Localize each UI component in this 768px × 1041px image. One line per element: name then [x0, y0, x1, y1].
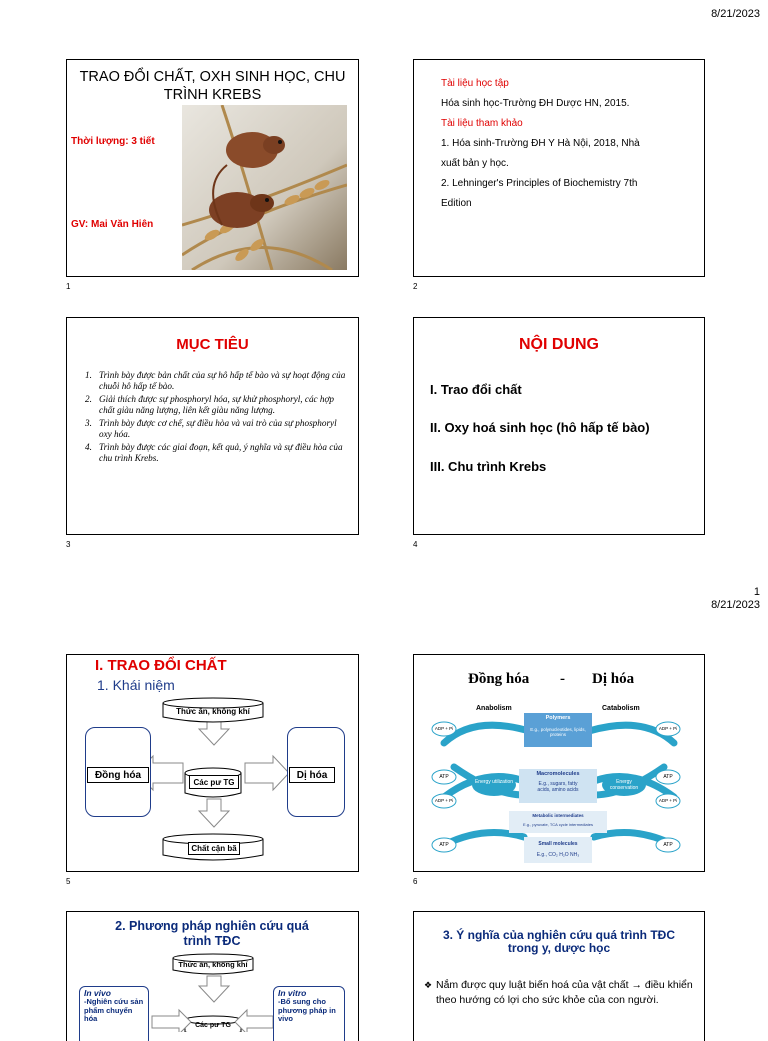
waste-label: Chất cận bã — [188, 842, 240, 855]
adp-pi-label: ADP + Pi — [434, 798, 454, 803]
objective-item: 2. Giải thích được sự phosphoryl hóa, sự khử phosphoryl, các hợp chất giàu năng lượng, liên kết giàu năng lượng. — [85, 394, 335, 415]
atp-label: ATP — [439, 842, 449, 848]
slide-4-title: NỘI DUNG — [519, 336, 599, 353]
slide-1-duration: Thời lượng: 3 tiết — [71, 136, 155, 147]
anabolism-catabolism-diagram — [414, 655, 704, 871]
atp-label: ATP — [439, 774, 449, 780]
small-molecules-example: E.g., CO₂ H₂O NH₃ — [536, 852, 580, 858]
adp-pi-label: ADP + Pi — [434, 726, 454, 731]
metabolic-intermediates-label: Metabolic intermediates — [532, 813, 584, 818]
anabolism-label: Đồng hóa — [87, 767, 149, 783]
slide-8-bullet-text: Nắm được quy luật biến hoá của vật chất → điều khiển theo hướng có lợi cho sức khỏe của con người. — [436, 979, 693, 1006]
slide-6-title-right: Dị hóa — [592, 671, 635, 687]
slide-6 — [413, 654, 705, 872]
atp-label: ATP — [663, 842, 673, 848]
slide-6-title-dash: - — [560, 671, 565, 687]
small-molecules-label: Small molecules — [538, 841, 578, 847]
mice-on-wheat-photo — [182, 105, 347, 270]
slide-8-bullet — [424, 978, 696, 1008]
slide-3-number: 3 — [66, 540, 71, 549]
date-mid: 8/21/2023 — [711, 599, 760, 611]
energy-utilization-label: Energy utilization — [474, 779, 514, 785]
polymers-example: E.g., polynucleotides, lipids, proteins — [530, 727, 586, 737]
macromolecules-label: Macromolecules — [536, 771, 580, 777]
slide-2-number: 2 — [413, 282, 418, 291]
reactions-label: Các pư TG — [195, 1021, 231, 1029]
slide-4-number: 4 — [413, 540, 418, 549]
slide-7-title: 2. Phương pháp nghiên cứu quá trình TĐC — [115, 919, 309, 948]
ref-line: Tài liệu tham khảo — [441, 118, 523, 129]
ref-line: Tài liệu học tập — [441, 78, 509, 89]
slide-6-number: 6 — [413, 877, 418, 886]
references-list — [441, 74, 701, 214]
metabolic-intermediates-example: E.g., pyruvate, TCA cycle intermediates — [523, 822, 593, 827]
macromolecules-example: E.g., sugars, fatty acids, amino acids — [537, 781, 579, 793]
ref-line: Edition — [441, 198, 472, 209]
in-vivo-title: In vivo — [84, 988, 111, 998]
ref-line: 1. Hóa sinh-Trường ĐH Y Hà Nội, 2018, Nhà — [441, 138, 640, 149]
diamond-bullet-icon: ❖ — [424, 980, 433, 990]
in-vitro-title: In vitro — [278, 988, 307, 998]
slide-5-subheading: 1. Khái niệm — [97, 677, 175, 693]
content-item-2: II. Oxy hoá sinh học (hô hấp tế bào) — [430, 420, 650, 435]
ref-line: Hóa sinh học-Trường ĐH Dược HN, 2015. — [441, 98, 630, 109]
slide-8-title: 3. Ý nghĩa của nghiên cứu quá trình TĐC trong y, dược học — [442, 928, 676, 955]
energy-conservation-label: Energy conservation — [609, 779, 639, 791]
in-vivo-text: -Nghiên cứu sản phẩm chuyển hóa — [84, 997, 144, 1023]
adp-pi-label: ADP + Pi — [658, 726, 678, 731]
slide-1-title: TRAO ĐỔI CHẤT, OXH SINH HỌC, CHU TRÌNH KREBS — [79, 69, 346, 103]
content-item-3: III. Chu trình Krebs — [430, 459, 547, 474]
reactions-label: Các pư TG — [189, 775, 239, 789]
slide-1-number: 1 — [66, 282, 71, 291]
slide-1 — [66, 59, 359, 277]
slide-5-heading: I. TRAO ĐỔI CHẤT — [95, 657, 227, 674]
slide-8 — [413, 911, 705, 1041]
page-number-mid: 1 — [753, 586, 760, 598]
objectives-list — [85, 370, 347, 464]
slide-4 — [413, 317, 705, 535]
ref-line: 2. Lehninger's Principles of Biochemistry 7th — [441, 178, 638, 189]
objective-item: 1. Trình bày được bản chất của sự hô hấp tế bào và sự hoạt động của chuỗi hô hấp tế bào. — [85, 370, 346, 391]
catabolism-heading: Catabolism — [602, 705, 640, 712]
food-air-label: Thức ăn, không khí — [178, 959, 248, 969]
slide-3 — [66, 317, 359, 535]
objective-item: 4. Trình bày được các giai đoạn, kết quả, ý nghĩa và sự điều hòa của chu trình Krebs. — [85, 442, 343, 463]
adp-pi-label: ADP + Pi — [658, 798, 678, 803]
slide-2 — [413, 59, 705, 277]
atp-label: ATP — [663, 774, 673, 780]
slide-5-number: 5 — [66, 877, 71, 886]
polymers-label: Polymers — [545, 715, 571, 721]
anabolism-heading: Anabolism — [476, 705, 512, 712]
catabolism-label: Dị hóa — [289, 767, 335, 783]
slide-5 — [66, 654, 359, 872]
in-vitro-text: -Bổ sung cho phương pháp in vivo — [278, 997, 336, 1023]
slide-7 — [66, 911, 359, 1041]
food-air-label: Thức ăn, không khí — [176, 706, 250, 716]
content-item-1: I. Trao đổi chất — [430, 382, 522, 397]
slide-3-title: MỤC TIÊU — [176, 336, 249, 353]
slide-1-teacher: GV: Mai Văn Hiên — [71, 219, 154, 230]
objective-item: 3. Trình bày được cơ chế, sự điều hòa và vai trò của sự phosphoryl oxy hóa. — [85, 418, 337, 439]
date-top: 8/21/2023 — [711, 8, 760, 20]
slide-6-title-left: Đồng hóa — [468, 671, 530, 687]
ref-line: xuất bản y học. — [441, 158, 509, 169]
